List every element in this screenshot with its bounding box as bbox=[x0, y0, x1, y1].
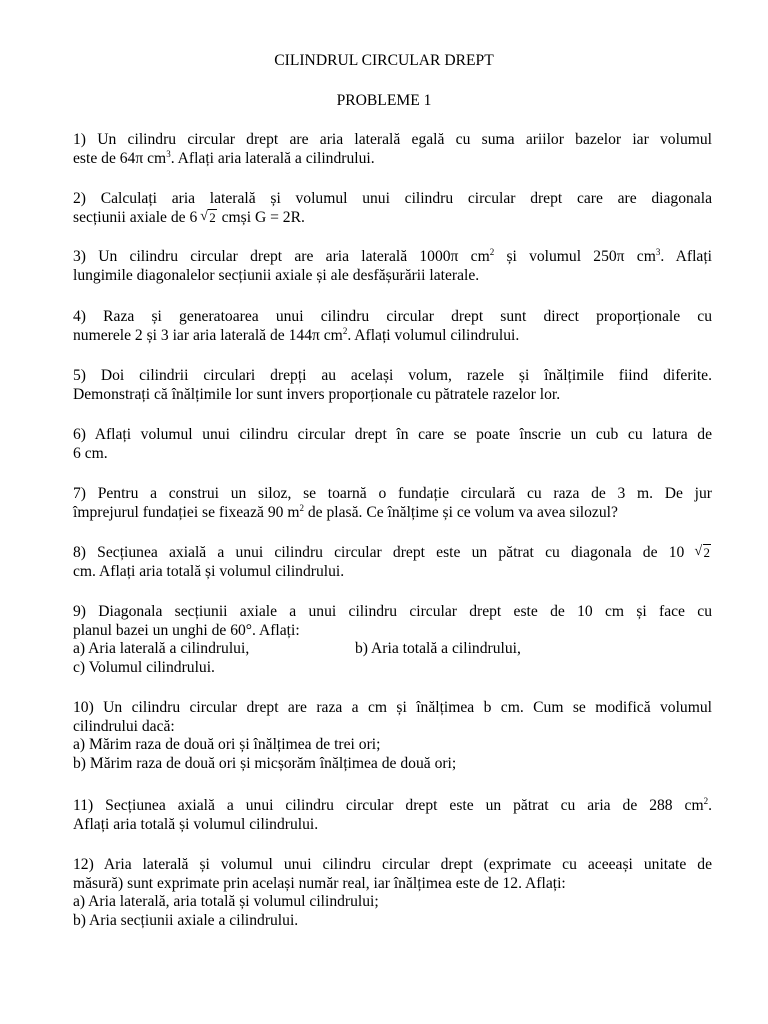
problem-3-line-2: lungimile diagonalelor secțiunii axiale și ale desfășurării laterale. bbox=[73, 266, 480, 284]
problem-4-line-2: numerele 2 și 3 iar aria laterală de 144π $cm^2$. Aflați volumul cilindrului. bbox=[73, 325, 520, 344]
problem-9-option-a: a) Aria laterală a cilindrului, bbox=[73, 640, 250, 657]
problem-9-line-2: planul bazei un unghi de 60°. Aflați: bbox=[73, 621, 300, 639]
problem-12-option-b: b) Aria secțiunii axiale a cilindrului. bbox=[73, 911, 299, 929]
square-root-symbol: √ 2 bbox=[201, 211, 217, 225]
problem-10-line-2: cilindrului dacă: bbox=[73, 717, 175, 735]
problem-6 bbox=[73, 426, 712, 463]
problem-10-option-a: a) Mărim raza de două ori și înălțimea de trei ori; bbox=[73, 736, 381, 753]
problem-6-line-2: 6 cm. bbox=[73, 444, 108, 462]
problem-5-line-1: 5) Doi cilindrii circulari drepți au același volum, razele și înălțimile fiind diferite. bbox=[73, 367, 712, 384]
problem-2-line-1: 2) Calculați aria laterală și volumul unui cilindru circular drept care are diagonala bbox=[73, 190, 712, 207]
problem-2 bbox=[73, 190, 712, 227]
problem-9 bbox=[73, 603, 712, 677]
problem-10 bbox=[73, 699, 712, 773]
problem-9-options-row bbox=[73, 640, 712, 659]
problem-8 bbox=[73, 544, 712, 581]
problem-5 bbox=[73, 367, 712, 404]
problem-7-line-1: 7) Pentru a construi un siloz, se toarnă o fundație circulară cu raza de 3 m. De jur bbox=[73, 485, 712, 502]
problem-12-line-2: măsură) sunt exprimate prin același număr real, iar înălțimea este de 12. Aflați: bbox=[73, 874, 566, 892]
problem-2-line-2: secțiunii axiale de 6 √ 2 cmși G = 2R. bbox=[73, 209, 712, 228]
problem-9-line-1: 9) Diagonala secțiunii axiale a unui cilindru circular drept este de 10 cm și face cu bbox=[73, 603, 712, 620]
problem-7-line-2: împrejurul fundației se fixează 90 $m^2$ de plasă. Ce înălțime și ce volum va avea silozul? bbox=[73, 502, 618, 521]
problem-6-line-1: 6) Aflați volumul unui cilindru circular drept în care se poate înscrie un cub cu latura de bbox=[73, 426, 712, 443]
problem-5-line-2: Demonstrați că înălțimile lor sunt invers proporționale cu pătratele razelor lor. bbox=[73, 385, 561, 403]
problem-12 bbox=[73, 856, 712, 930]
problem-10-line-1: 10) Un cilindru circular drept are raza a cm și înălțimea b cm. Cum se modifică volumul bbox=[73, 699, 712, 716]
problem-11-line-1: 11) Secțiunea axială a unui cilindru circular drept este un pătrat cu aria de 288 $cm^2$. bbox=[73, 796, 712, 814]
problem-4 bbox=[73, 308, 712, 345]
problem-7 bbox=[73, 485, 712, 522]
document-title: CILINDRUL CIRCULAR DREPT bbox=[274, 52, 494, 69]
problem-3 bbox=[73, 248, 712, 285]
problem-4-line-1: 4) Raza și generatoarea unui cilindru circular drept sunt direct proporționale cu bbox=[73, 308, 712, 325]
problem-12-line-1: 12) Aria laterală și volumul unui cilindru circular drept (exprimate cu aceeași unitate de bbox=[73, 856, 712, 873]
problem-11 bbox=[73, 797, 712, 834]
problem-1 bbox=[73, 131, 712, 168]
document-subtitle: PROBLEME 1 bbox=[336, 92, 432, 109]
problem-12-option-a: a) Aria laterală, aria totală și volumul cilindrului; bbox=[73, 893, 379, 910]
problem-9-option-b: b) Aria totală a cilindrului, bbox=[355, 640, 521, 657]
problem-1-line-2: este de 64π $cm^3$. Aflați aria laterală a cilindrului. bbox=[73, 148, 375, 167]
problem-9-option-c: c) Volumul cilindrului. bbox=[73, 658, 215, 676]
square-root-symbol: √ 2 bbox=[696, 546, 712, 560]
problem-8-line-2: cm. Aflați aria totală și volumul cilindrului. bbox=[73, 562, 345, 580]
problem-8-line-1: 8) Secțiunea axială a unui cilindru circular drept este un pătrat cu diagonala de 10 √ 2 bbox=[73, 544, 712, 563]
problem-10-option-b: b) Mărim raza de două ori și micșorăm înălțimea de două ori; bbox=[73, 754, 457, 772]
problem-1-line-1: 1) Un cilindru circular drept are aria laterală egală cu suma ariilor bazelor iar volumul bbox=[73, 131, 712, 148]
problem-11-line-2: Aflați aria totală și volumul cilindrului. bbox=[73, 815, 319, 833]
problem-3-line-1: 3) Un cilindru circular drept are aria laterală 1000π $cm^2$ și volumul 250π $cm^3$. Aflați bbox=[73, 247, 712, 265]
